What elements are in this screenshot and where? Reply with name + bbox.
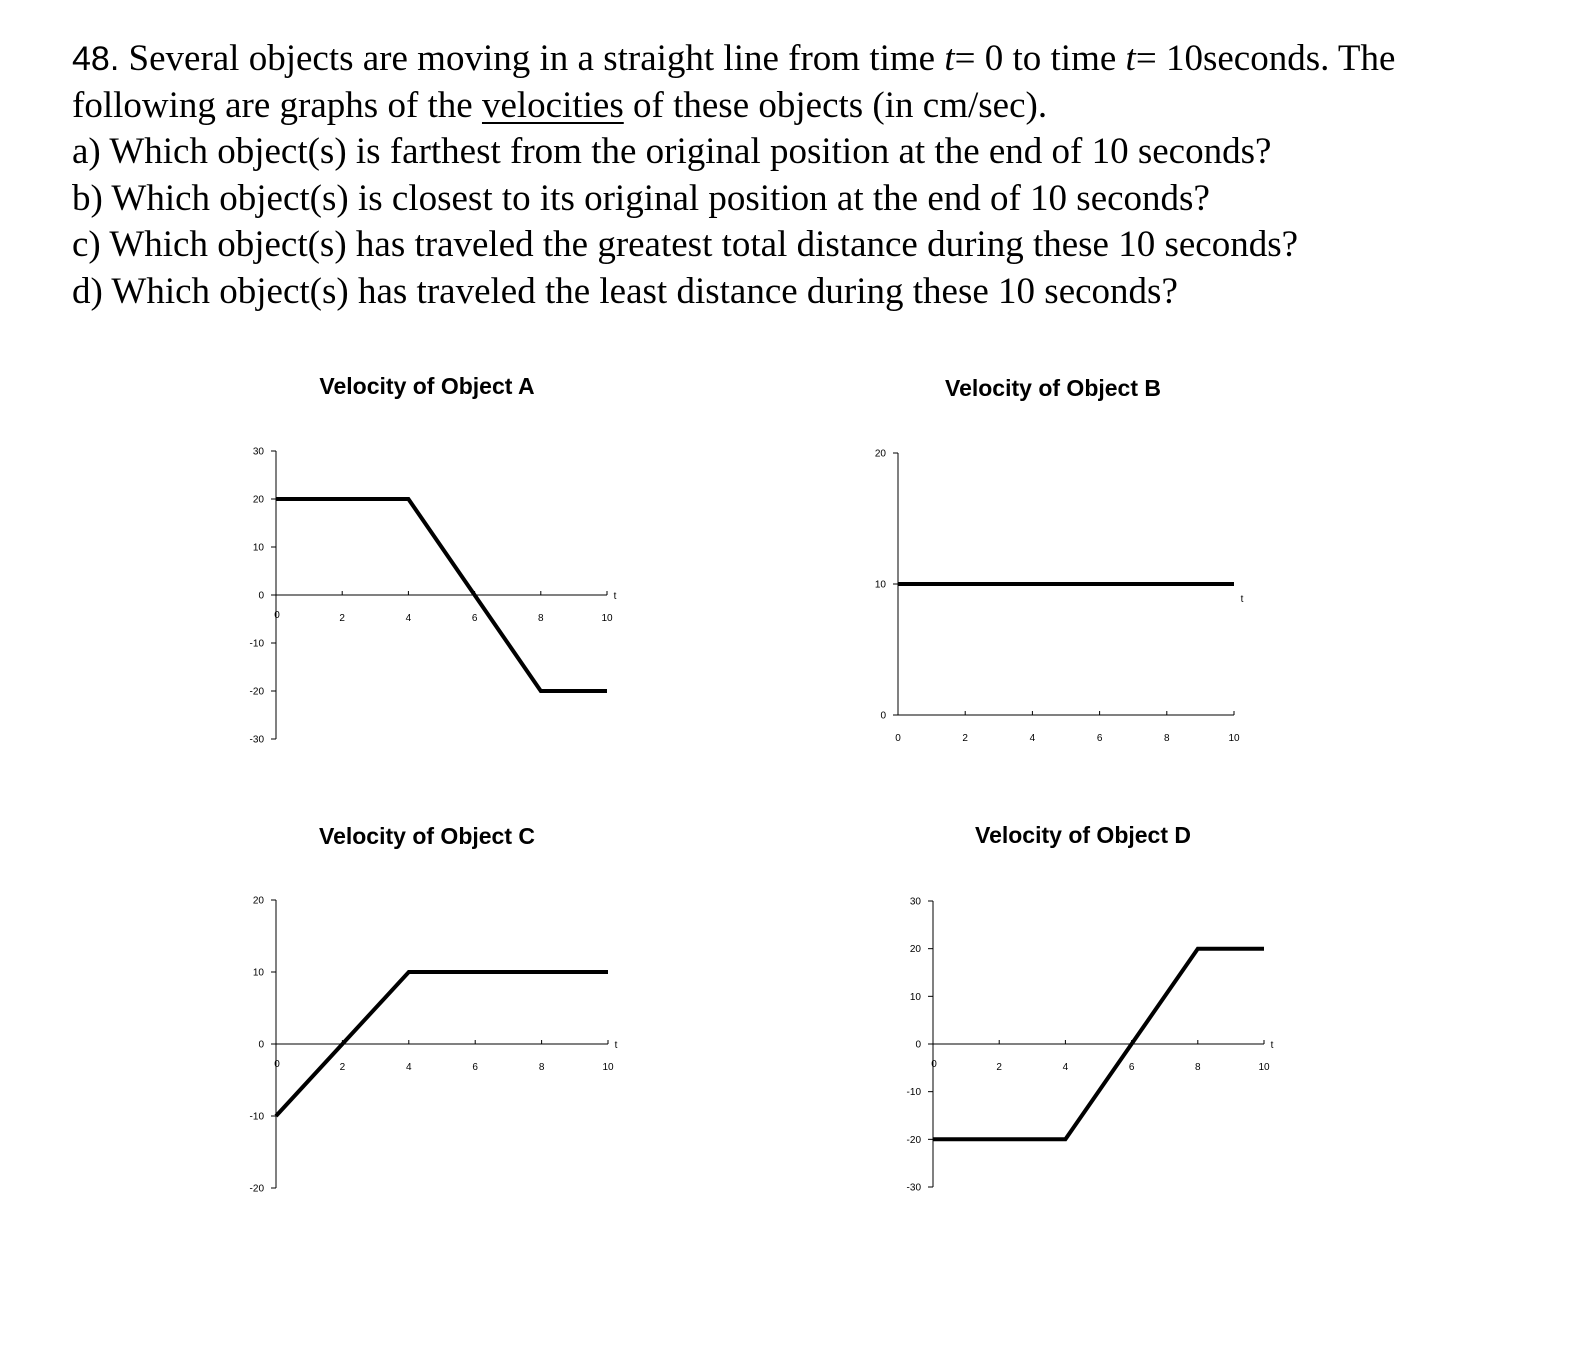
chart-title-d: Velocity of Object D (975, 822, 1191, 848)
chart-object-b (875, 375, 1244, 744)
time-variable: t (944, 38, 955, 79)
y-tick-label: 20 (909, 944, 921, 956)
time-variable-2: t (1125, 38, 1136, 79)
x-tick-label: 0 (895, 733, 901, 744)
y-tick-label: 30 (252, 446, 264, 458)
y-tick-label: 0 (880, 710, 886, 722)
y-tick-label: -10 (249, 1111, 264, 1123)
y-tick-label: 10 (252, 542, 264, 554)
y-tick-label: -20 (906, 1134, 921, 1146)
y-tick-label: 20 (874, 448, 886, 460)
line2-text-c: ). (1025, 84, 1048, 126)
y-tick-label: 20 (252, 494, 264, 506)
x-tick-label: 10 (602, 1062, 614, 1073)
chart-object-a (250, 373, 617, 746)
x-tick-label: 8 (1164, 733, 1170, 744)
chart-title-b: Velocity of Object B (945, 375, 1161, 401)
x-tick-label: 2 (339, 1062, 346, 1073)
y-tick-label: 20 (252, 895, 264, 907)
x-axis-label: t (1270, 1040, 1274, 1051)
intro-text-a: Several objects are moving in a straight line from time (128, 38, 936, 79)
x-axis-label: t (613, 591, 617, 602)
problem-number: 48. (72, 40, 120, 78)
question-d: d) Which object(s) has traveled the least distance during these 10 seconds? (72, 270, 1178, 312)
units-text: cm/sec (922, 84, 1026, 126)
x-tick-label: 0 (931, 1059, 937, 1070)
line2-text-a: following are graphs of the (72, 84, 473, 126)
x-tick-label: 6 (1128, 1062, 1135, 1073)
x-axis-label: t (614, 1040, 618, 1051)
x-tick-label: 0 (274, 610, 280, 621)
y-tick-label: -30 (249, 734, 264, 746)
question-a: a) Which object(s) is farthest from the original position at the end of 10 seconds? (72, 131, 1272, 172)
x-tick-label: 2 (339, 613, 345, 624)
x-tick-label: 8 (538, 613, 544, 624)
y-tick-label: -20 (249, 1183, 264, 1195)
x-tick-label: 6 (471, 613, 478, 624)
x-tick-label: 8 (1195, 1062, 1201, 1073)
velocities-underlined: velocities (481, 84, 624, 126)
y-tick-label: 10 (252, 967, 264, 979)
chart-title-a: Velocity of Object A (319, 373, 535, 399)
start-time-equation: = 0 (954, 38, 1004, 79)
chart-object-c (250, 823, 618, 1195)
x-tick-label: 4 (1062, 1062, 1069, 1073)
y-tick-label: -10 (906, 1087, 921, 1099)
x-tick-label: 10 (1228, 733, 1240, 744)
end-time-equation: = 10 (1135, 38, 1203, 79)
line2-text-b: of these objects (in (633, 84, 914, 126)
y-tick-label: 0 (258, 590, 264, 602)
y-tick-label: 10 (874, 579, 886, 591)
y-tick-label: 30 (909, 896, 921, 908)
y-tick-label: -30 (906, 1182, 921, 1194)
x-tick-label: 10 (601, 613, 613, 624)
x-tick-label: 4 (405, 613, 412, 624)
to-time-text: to time (1012, 38, 1117, 79)
x-tick-label: 4 (1029, 733, 1036, 744)
x-tick-label: 4 (406, 1062, 412, 1073)
chart-object-d (907, 822, 1274, 1194)
x-tick-label: 10 (1258, 1062, 1270, 1073)
y-tick-label: 0 (258, 1039, 264, 1051)
x-tick-label: 2 (996, 1062, 1002, 1073)
x-tick-label: 2 (962, 733, 968, 744)
question-c: c) Which object(s) has traveled the greatest total distance during these 10 seconds? (72, 224, 1299, 265)
y-tick-label: -10 (249, 638, 264, 650)
y-tick-label: -20 (249, 686, 264, 698)
x-tick-label: 6 (472, 1062, 478, 1073)
x-tick-label: 0 (274, 1059, 280, 1070)
y-tick-label: 10 (909, 991, 921, 1003)
y-tick-label: 0 (915, 1039, 921, 1051)
question-b: b) Which object(s) is closest to its original position at the end of 10 seconds? (72, 177, 1210, 219)
chart-title-c: Velocity of Object C (319, 823, 535, 849)
intro-text-b: seconds. The (1202, 38, 1396, 79)
x-tick-label: 6 (1096, 733, 1103, 744)
x-axis-label: t (1240, 594, 1244, 605)
x-tick-label: 8 (538, 1062, 545, 1073)
